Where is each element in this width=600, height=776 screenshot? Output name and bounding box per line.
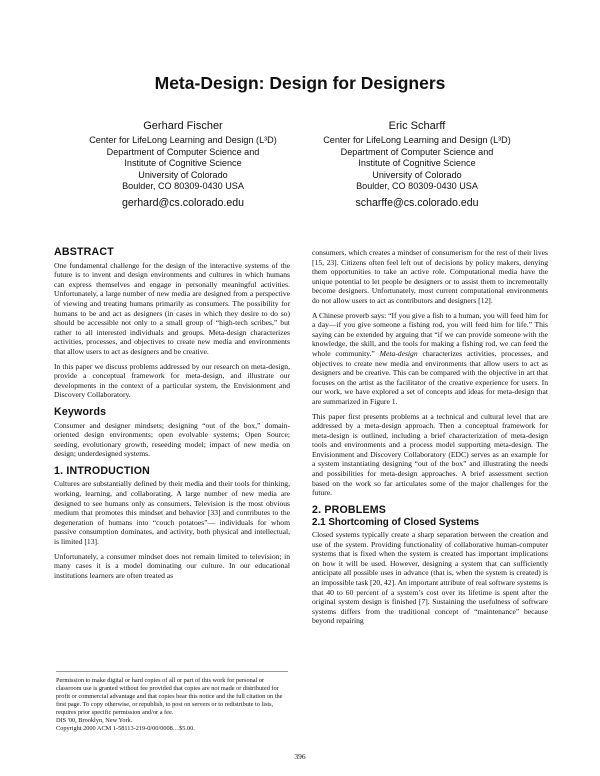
author-affiliation-line: University of Colorado [372, 169, 462, 180]
left-column [54, 248, 290, 585]
right-column [312, 248, 548, 631]
meta-design-term: Meta-design [379, 348, 418, 358]
introduction-heading: 1. INTRODUCTION [54, 464, 150, 477]
author-affiliation-line: Department of Computer Science and [340, 146, 494, 157]
author-affiliation-line: Boulder, CO 80309-0430 USA [356, 181, 478, 192]
author-affiliation-line: Boulder, CO 80309-0430 USA [122, 181, 244, 192]
keywords-heading: Keywords [54, 405, 107, 418]
body-text: A Chinese proverb says: “If you give a fish to a human, you will feed him for a day—if you give someone a fishing rod, you will feed him for life.” This saying can be extended by arguing that “if we can provide someone with the knowledge, the skill, and the tools for making a fishing rod, we can feed the whole community.” [312, 310, 548, 358]
conference-line: DIS '00, Brooklyn, New York. [56, 717, 133, 724]
author-affiliation-line: Department of Computer Science and [106, 146, 260, 157]
copyright-line: Copyright 2000 ACM 1-58113-219-0/00/0008…$5.00. [56, 725, 195, 732]
keywords-text: Consumer and designer mindsets; designing “out of the box,” domain-oriented design environments; open evolvable systems; Open Source; seeding, evolutionary growth, reseeding model; impact of new media on design; underdesigned systems. [54, 420, 290, 459]
author-email: scharffe@cs.colorado.edu [355, 196, 479, 209]
abstract-heading: ABSTRACT [54, 246, 114, 258]
body-text: characterizes activities, processes, and objectives to create new media and environments that allow users to act as designers and be creative. This can be compared with the objective in art that focuses on the artist as the facilitator of the creative experience for users. In our work, we have explored a set of concepts and ideas for meta-design that are summarized in Figure 1. [312, 348, 549, 406]
permission-text: Permission to make digital or hard copies of all or part of this work for personal or classroom use is granted without fee provided that copies are not made or distributed for profit or commercial advantage and that copies bear this notice and the full citation on the first page. To copy otherwise, or republish, to post on servers or to redistribute to lists, requires prior specific permission and/or a fee. [56, 677, 283, 716]
body-paragraph: consumers, which creates a mindset of consumerism for the rest of their lives [15, 23]. Citizens often feel left out of decisions by policy makers, denying them opportunities to take an active role. Computational media have the unique potential to let people be designers or to assist them to incrementally become designers. Unfortunately, most current computational environments do not allow users to act as contributors and designers [12]. [312, 248, 548, 305]
author-name: Gerhard Fischer [143, 120, 223, 132]
problems-heading: 2. PROBLEMS [312, 503, 387, 516]
abstract-paragraph: One fundamental challenge for the design of the interactive systems of the future is to invent and design environments and cultures in which humans can express themselves and engage in personally meaningful activities. Unfortunately, a large number of new media are designed from a perspective of viewing and treating humans primarily as consumers. The possibility for humans to be and act as designers (in cases in which they desire to do so) should be accessible not only to a small group of “high-tech scribes,” but rather to all interested individuals and groups. Meta-design characterizes activities, processes, and objectives to create new media and environments that allow users to act as designers and be creative. [54, 260, 290, 356]
author-name: Eric Scharff [388, 120, 446, 132]
author-affiliation-line: Center for LifeLong Learning and Design (L³D) [89, 135, 277, 145]
author-affiliation-line: Institute of Cognitive Science [124, 158, 242, 169]
body-paragraph: This paper first presents problems at a technical and cultural level that are addressed by a meta-design approach. Then a conceptual framework for meta-design is outlined, including a brief characterization of meta-design tools and environments and a process model supporting meta-design. The Envisionment and Discovery Collaboratory (EDC) serves as an example for a system instantiating designing “out of the box” and illustrating the needs and possibilities for meta-design approaches. A brief assessment section based on the work so far articulates some of the major challenges for the future. [312, 411, 548, 498]
abstract-paragraph: In this paper we discuss problems addressed by our research on meta-design, provide a conceptual framework for meta-design, and illustrate our developments in the context of a particular system, the Envisionment and Discovery Collaboratory. [54, 361, 290, 400]
copyright-notice [56, 671, 288, 733]
author-affiliation-line: Center for LifeLong Learning and Design (L³D) [323, 135, 511, 145]
subsection-heading: 2.1 Shortcoming of Closed Systems [312, 517, 480, 529]
author-affiliation-line: University of Colorado [138, 169, 228, 180]
page-number: 396 [294, 752, 306, 761]
author-block-1 [63, 120, 303, 210]
paper-title: Meta-Design: Design for Designers [154, 73, 446, 93]
author-email: gerhard@cs.colorado.edu [121, 196, 245, 209]
body-paragraph: Unfortunately, a consumer mindset does not remain limited to television; in many cases it is a model dominating our culture. In our educational institutions learners are often treated as [54, 551, 290, 580]
body-paragraph [312, 311, 548, 407]
author-affiliation-line: Institute of Cognitive Science [358, 158, 476, 169]
body-paragraph: Cultures are substantially defined by their media and their tools for thinking, working, learning, and collaborating. A large number of new media are designed to see humans only as consumers. Television is the most obvious medium that promotes this mindset and behavior [33] and contributes to the degeneration of humans into “couch potatoes”— individuals for whom passive consumption dominates, and activity, both physical and intellectual, is limited [13]. [54, 479, 290, 547]
body-paragraph: Closed systems typically create a sharp separation between the creation and use of the system. Providing functionality of collaborative human-computer systems that is fixed when the system is created has important implications on how it will be used. However, designing a system that can sufficiently anticipate all possible uses in advance (that is, when the system is created) is an impossible task [20, 42]. An important attribute of real software systems is that 40 to 60 percent of a system’s cost over its lifetime is spent after the original system design is finished [7]. Sustaining the usefulness of software systems differs from the traditional concept of “maintenance” because beyond repairing [312, 530, 548, 626]
author-block-2 [297, 120, 537, 210]
